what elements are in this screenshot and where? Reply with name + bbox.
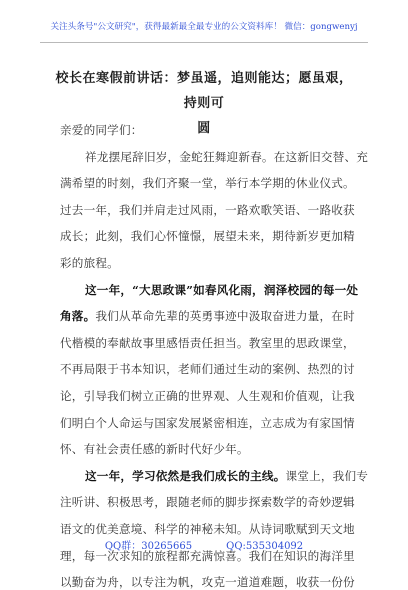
paragraph-2-line: 论，引导我们树立正确的世界观、人生观和价值观，让我 [60,389,355,403]
page-header-promo: 关注头条号"公文研究"，获得最新最全最专业的公文资料库！ 微信：gongwenyj [50,22,358,32]
paragraph-1-line: 祥龙摆尾辞旧岁，金蛇狂舞迎新春。在这新旧交替、充 [85,150,369,164]
paragraph-2-line: 不再局限于书本知识，老师们通过生动的案例、热烈的讨 [60,362,355,376]
footer-qq: QQ:535304092 [226,541,304,552]
paragraph-1-line: 过去一年，我们并肩走过风雨，一路欢歌笑语、一路收获 [60,203,355,217]
paragraph-2-lead: 这一年，“大思政课”如春风化雨，润泽校园的每一处 [85,283,359,297]
paragraph-2-bold-start: 角落。 [60,309,96,323]
footer-qq-group: QQ群：30265665 [104,541,193,552]
title-line-2: 圆 [197,121,211,136]
paragraph-2-line [60,308,355,324]
paragraph-2-rest: 我们从革命先辈的英勇事迹中汲取奋进力量，在时 [95,309,355,323]
paragraph-1-line: 彩的旅程。 [60,256,119,270]
paragraph-2-line: 们明白个人命运与国家发展紧密相连，立志成为有家国情 [60,416,355,430]
paragraph-3-line: 以勤奋为舟，以专注为帆，攻克一道道难题，收获一份份 [60,575,355,589]
paragraph-2-line: 怀、有社会责任感的新时代好少年。 [60,442,249,456]
paragraph-3-line [85,468,368,484]
paragraph-1-line: 成长；此刻，我们心怀憧憬，展望未来，期待新岁更加精 [60,229,355,243]
title-line-1: 校长在寒假前讲话：梦虽遥，追则能达；愿虽艰，持则可 [55,71,353,111]
paragraph-2-line: 代楷模的奉献故事里感悟责任担当。教室里的思政课堂， [60,336,355,350]
paragraph-3-lead-bold: 这一年，学习依然是我们成长的主线。 [85,469,286,483]
paragraph-3-line: 语文的优美意境、科学的神秘未知。从诗词歌赋到天文地 [60,522,355,536]
page-footer [0,537,408,552]
header-divider [40,42,368,43]
paragraph-3-lead-rest: 课堂上，我们专 [285,469,369,483]
greeting: 亲爱的同学们： [60,123,143,137]
paragraph-3-line: 理，每一次求知的旅程都充满惊喜。我们在知识的海洋里 [60,549,355,563]
paragraph-3-line: 注听讲、积极思考，跟随老师的脚步探索数学的奇妙逻辑 [60,495,355,509]
paragraph-1-line: 满希望的时刻，我们齐聚一堂，举行本学期的休业仪式。 [60,176,355,190]
